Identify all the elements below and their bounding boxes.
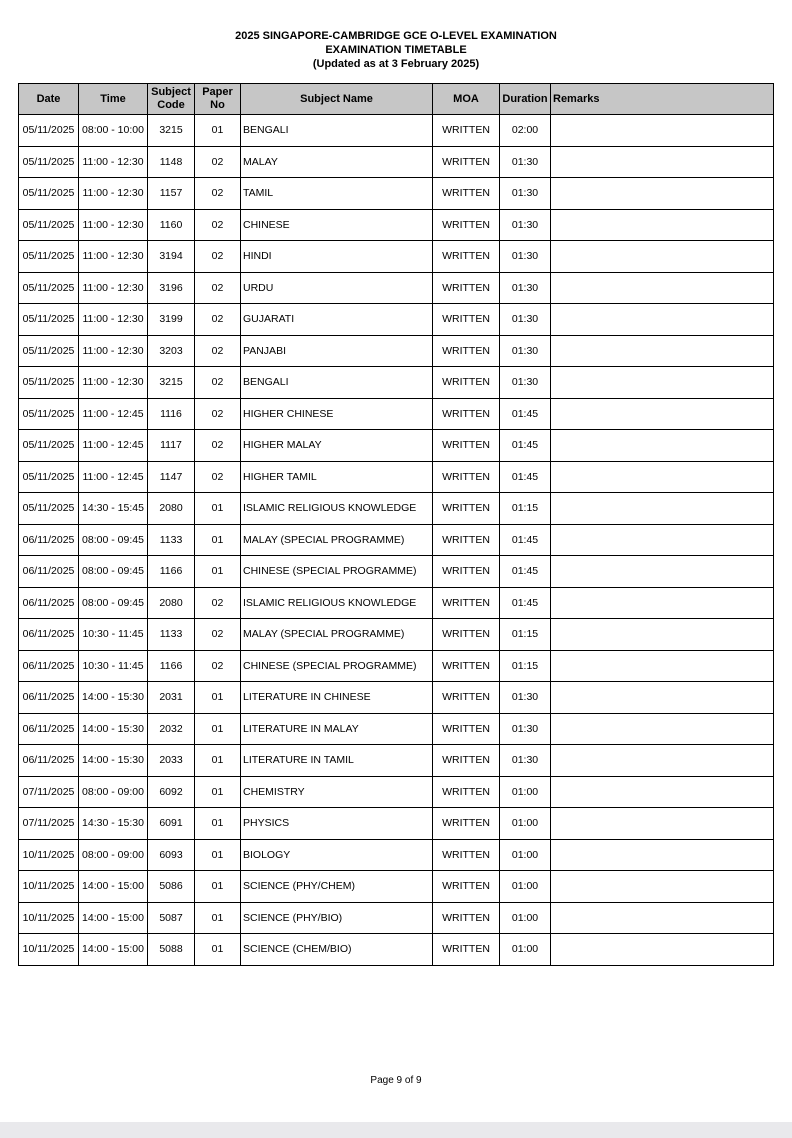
cell-subject-name: HIGHER CHINESE	[241, 398, 433, 430]
cell-time: 08:00 - 09:00	[79, 776, 148, 808]
document-header	[0, 29, 792, 71]
cell-subject-code: 1166	[148, 650, 195, 682]
cell-moa: WRITTEN	[433, 745, 500, 777]
cell-duration: 01:00	[500, 902, 551, 934]
cell-subject-code: 6093	[148, 839, 195, 871]
table-row	[19, 461, 774, 493]
table-row	[19, 367, 774, 399]
table-row	[19, 682, 774, 714]
cell-moa: WRITTEN	[433, 556, 500, 588]
cell-time: 11:00 - 12:30	[79, 241, 148, 273]
table-row	[19, 776, 774, 808]
col-header-paper-no-line1: Paper	[202, 86, 233, 98]
table-row	[19, 304, 774, 336]
cell-date: 06/11/2025	[19, 524, 79, 556]
header-row	[19, 84, 774, 115]
cell-remarks	[551, 556, 774, 588]
table-row	[19, 745, 774, 777]
cell-subject-code: 1117	[148, 430, 195, 462]
cell-duration: 01:15	[500, 650, 551, 682]
cell-paper-no: 02	[195, 146, 241, 178]
cell-duration: 01:30	[500, 682, 551, 714]
col-header-subject-code-line1: Subject	[151, 86, 191, 98]
cell-subject-name: TAMIL	[241, 178, 433, 210]
cell-subject-code: 3199	[148, 304, 195, 336]
cell-remarks	[551, 839, 774, 871]
cell-duration: 01:30	[500, 146, 551, 178]
cell-subject-name: MALAY (SPECIAL PROGRAMME)	[241, 524, 433, 556]
cell-remarks	[551, 619, 774, 651]
cell-subject-name: SCIENCE (PHY/CHEM)	[241, 871, 433, 903]
table-row	[19, 808, 774, 840]
cell-remarks	[551, 682, 774, 714]
cell-date: 07/11/2025	[19, 808, 79, 840]
cell-duration: 01:30	[500, 178, 551, 210]
cell-paper-no: 01	[195, 556, 241, 588]
cell-duration: 01:45	[500, 587, 551, 619]
cell-moa: WRITTEN	[433, 619, 500, 651]
cell-date: 10/11/2025	[19, 902, 79, 934]
cell-remarks	[551, 115, 774, 147]
update-note: (Updated as at 3 February 2025)	[312, 58, 480, 70]
cell-remarks	[551, 335, 774, 367]
cell-moa: WRITTEN	[433, 398, 500, 430]
cell-time: 14:00 - 15:30	[79, 713, 148, 745]
cell-subject-name: MALAY (SPECIAL PROGRAMME)	[241, 619, 433, 651]
cell-subject-name: LITERATURE IN CHINESE	[241, 682, 433, 714]
cell-paper-no: 02	[195, 178, 241, 210]
cell-date: 05/11/2025	[19, 209, 79, 241]
table-row	[19, 839, 774, 871]
table-row	[19, 430, 774, 462]
cell-paper-no: 02	[195, 587, 241, 619]
cell-subject-code: 2080	[148, 493, 195, 525]
cell-duration: 01:15	[500, 619, 551, 651]
cell-duration: 01:30	[500, 241, 551, 273]
cell-time: 10:30 - 11:45	[79, 650, 148, 682]
table-body	[19, 115, 774, 966]
cell-time: 11:00 - 12:30	[79, 209, 148, 241]
cell-moa: WRITTEN	[433, 493, 500, 525]
cell-remarks	[551, 776, 774, 808]
cell-subject-code: 2031	[148, 682, 195, 714]
cell-moa: WRITTEN	[433, 304, 500, 336]
cell-time: 08:00 - 09:45	[79, 524, 148, 556]
cell-date: 10/11/2025	[19, 934, 79, 966]
cell-moa: WRITTEN	[433, 934, 500, 966]
cell-duration: 01:15	[500, 493, 551, 525]
cell-time: 14:30 - 15:30	[79, 808, 148, 840]
table-row	[19, 934, 774, 966]
cell-paper-no: 02	[195, 650, 241, 682]
timetable-title: EXAMINATION TIMETABLE	[325, 44, 467, 56]
col-header-moa: MOA	[433, 84, 500, 115]
cell-paper-no: 02	[195, 241, 241, 273]
cell-subject-code: 2033	[148, 745, 195, 777]
cell-subject-code: 1157	[148, 178, 195, 210]
cell-subject-name: HINDI	[241, 241, 433, 273]
cell-moa: WRITTEN	[433, 430, 500, 462]
timetable-table	[18, 83, 774, 966]
cell-subject-name: PANJABI	[241, 335, 433, 367]
cell-subject-code: 5088	[148, 934, 195, 966]
cell-subject-name: GUJARATI	[241, 304, 433, 336]
cell-date: 05/11/2025	[19, 335, 79, 367]
table-row	[19, 398, 774, 430]
cell-subject-code: 3194	[148, 241, 195, 273]
cell-date: 05/11/2025	[19, 430, 79, 462]
cell-duration: 01:30	[500, 304, 551, 336]
cell-duration: 01:45	[500, 430, 551, 462]
cell-time: 11:00 - 12:30	[79, 146, 148, 178]
cell-time: 14:00 - 15:30	[79, 682, 148, 714]
cell-time: 11:00 - 12:45	[79, 461, 148, 493]
cell-moa: WRITTEN	[433, 209, 500, 241]
table-row	[19, 524, 774, 556]
cell-subject-name: CHEMISTRY	[241, 776, 433, 808]
cell-moa: WRITTEN	[433, 839, 500, 871]
cell-moa: WRITTEN	[433, 902, 500, 934]
cell-duration: 01:00	[500, 871, 551, 903]
cell-remarks	[551, 304, 774, 336]
table-row	[19, 335, 774, 367]
cell-paper-no: 02	[195, 272, 241, 304]
exam-title: 2025 SINGAPORE-CAMBRIDGE GCE O-LEVEL EXAMINATION	[235, 30, 557, 42]
col-header-remarks: Remarks	[551, 84, 774, 115]
cell-remarks	[551, 902, 774, 934]
cell-subject-name: BENGALI	[241, 115, 433, 147]
cell-moa: WRITTEN	[433, 115, 500, 147]
table-row	[19, 713, 774, 745]
cell-paper-no: 01	[195, 902, 241, 934]
cell-date: 05/11/2025	[19, 398, 79, 430]
cell-date: 06/11/2025	[19, 745, 79, 777]
cell-paper-no: 01	[195, 682, 241, 714]
cell-remarks	[551, 398, 774, 430]
cell-paper-no: 02	[195, 398, 241, 430]
cell-time: 14:30 - 15:45	[79, 493, 148, 525]
table-header	[19, 84, 774, 115]
cell-date: 06/11/2025	[19, 713, 79, 745]
cell-remarks	[551, 241, 774, 273]
cell-duration: 01:45	[500, 461, 551, 493]
table-row	[19, 556, 774, 588]
cell-paper-no: 01	[195, 776, 241, 808]
cell-time: 11:00 - 12:45	[79, 430, 148, 462]
cell-paper-no: 02	[195, 209, 241, 241]
cell-moa: WRITTEN	[433, 587, 500, 619]
cell-date: 06/11/2025	[19, 650, 79, 682]
cell-date: 05/11/2025	[19, 272, 79, 304]
cell-moa: WRITTEN	[433, 178, 500, 210]
cell-remarks	[551, 713, 774, 745]
col-header-subject-code	[148, 84, 195, 115]
cell-date: 06/11/2025	[19, 587, 79, 619]
cell-paper-no: 01	[195, 493, 241, 525]
cell-subject-name: LITERATURE IN MALAY	[241, 713, 433, 745]
cell-paper-no: 02	[195, 461, 241, 493]
cell-time: 11:00 - 12:45	[79, 398, 148, 430]
cell-paper-no: 01	[195, 934, 241, 966]
cell-subject-code: 2080	[148, 587, 195, 619]
cell-subject-code: 5087	[148, 902, 195, 934]
cell-date: 05/11/2025	[19, 241, 79, 273]
col-header-paper-no-line2: No	[210, 99, 225, 111]
cell-subject-code: 1148	[148, 146, 195, 178]
table-row	[19, 241, 774, 273]
cell-subject-code: 1133	[148, 524, 195, 556]
cell-duration: 01:00	[500, 839, 551, 871]
cell-moa: WRITTEN	[433, 461, 500, 493]
cell-subject-name: PHYSICS	[241, 808, 433, 840]
cell-subject-code: 6091	[148, 808, 195, 840]
cell-date: 06/11/2025	[19, 682, 79, 714]
table-row	[19, 146, 774, 178]
cell-duration: 01:45	[500, 524, 551, 556]
cell-remarks	[551, 524, 774, 556]
col-header-subject-name: Subject Name	[241, 84, 433, 115]
cell-remarks	[551, 146, 774, 178]
cell-subject-name: ISLAMIC RELIGIOUS KNOWLEDGE	[241, 493, 433, 525]
cell-remarks	[551, 493, 774, 525]
cell-subject-code: 1166	[148, 556, 195, 588]
col-header-paper-no	[195, 84, 241, 115]
cell-paper-no: 02	[195, 367, 241, 399]
cell-duration: 01:30	[500, 745, 551, 777]
cell-duration: 02:00	[500, 115, 551, 147]
cell-duration: 01:30	[500, 367, 551, 399]
cell-duration: 01:00	[500, 776, 551, 808]
cell-moa: WRITTEN	[433, 272, 500, 304]
cell-subject-code: 3215	[148, 115, 195, 147]
cell-paper-no: 01	[195, 713, 241, 745]
cell-subject-code: 1147	[148, 461, 195, 493]
cell-paper-no: 02	[195, 619, 241, 651]
cell-paper-no: 02	[195, 304, 241, 336]
table-row	[19, 619, 774, 651]
table-row	[19, 115, 774, 147]
table-row	[19, 178, 774, 210]
table-row	[19, 209, 774, 241]
cell-time: 11:00 - 12:30	[79, 335, 148, 367]
cell-moa: WRITTEN	[433, 713, 500, 745]
cell-time: 08:00 - 09:45	[79, 587, 148, 619]
cell-moa: WRITTEN	[433, 335, 500, 367]
cell-time: 14:00 - 15:00	[79, 934, 148, 966]
cell-duration: 01:45	[500, 556, 551, 588]
cell-remarks	[551, 650, 774, 682]
cell-subject-name: CHINESE (SPECIAL PROGRAMME)	[241, 556, 433, 588]
cell-time: 14:00 - 15:30	[79, 745, 148, 777]
cell-paper-no: 02	[195, 430, 241, 462]
col-header-subject-code-line2: Code	[157, 99, 185, 111]
cell-paper-no: 01	[195, 524, 241, 556]
cell-remarks	[551, 430, 774, 462]
cell-subject-name: BIOLOGY	[241, 839, 433, 871]
cell-moa: WRITTEN	[433, 682, 500, 714]
cell-subject-code: 2032	[148, 713, 195, 745]
cell-subject-name: SCIENCE (CHEM/BIO)	[241, 934, 433, 966]
cell-remarks	[551, 871, 774, 903]
cell-time: 11:00 - 12:30	[79, 272, 148, 304]
cell-duration: 01:30	[500, 713, 551, 745]
cell-date: 05/11/2025	[19, 461, 79, 493]
cell-date: 05/11/2025	[19, 493, 79, 525]
cell-moa: WRITTEN	[433, 808, 500, 840]
cell-paper-no: 01	[195, 871, 241, 903]
cell-time: 11:00 - 12:30	[79, 178, 148, 210]
cell-duration: 01:30	[500, 272, 551, 304]
table-row	[19, 871, 774, 903]
cell-duration: 01:30	[500, 209, 551, 241]
cell-duration: 01:00	[500, 934, 551, 966]
cell-date: 05/11/2025	[19, 367, 79, 399]
cell-moa: WRITTEN	[433, 146, 500, 178]
cell-duration: 01:30	[500, 335, 551, 367]
cell-time: 11:00 - 12:30	[79, 304, 148, 336]
cell-moa: WRITTEN	[433, 650, 500, 682]
cell-remarks	[551, 367, 774, 399]
cell-subject-code: 6092	[148, 776, 195, 808]
cell-date: 05/11/2025	[19, 115, 79, 147]
cell-moa: WRITTEN	[433, 367, 500, 399]
cell-time: 10:30 - 11:45	[79, 619, 148, 651]
cell-date: 06/11/2025	[19, 619, 79, 651]
cell-paper-no: 01	[195, 839, 241, 871]
cell-subject-name: BENGALI	[241, 367, 433, 399]
cell-time: 08:00 - 10:00	[79, 115, 148, 147]
cell-subject-code: 3196	[148, 272, 195, 304]
cell-duration: 01:00	[500, 808, 551, 840]
col-header-time: Time	[79, 84, 148, 115]
cell-subject-code: 3215	[148, 367, 195, 399]
cell-subject-code: 1133	[148, 619, 195, 651]
cell-date: 06/11/2025	[19, 556, 79, 588]
cell-subject-code: 1116	[148, 398, 195, 430]
cell-paper-no: 01	[195, 808, 241, 840]
cell-paper-no: 01	[195, 115, 241, 147]
cell-date: 05/11/2025	[19, 304, 79, 336]
table-row	[19, 902, 774, 934]
cell-moa: WRITTEN	[433, 871, 500, 903]
cell-remarks	[551, 272, 774, 304]
viewer-bottom-bar	[0, 1122, 792, 1138]
cell-date: 10/11/2025	[19, 839, 79, 871]
cell-moa: WRITTEN	[433, 241, 500, 273]
table-row	[19, 587, 774, 619]
col-header-duration: Duration	[500, 84, 551, 115]
cell-paper-no: 01	[195, 745, 241, 777]
cell-date: 05/11/2025	[19, 178, 79, 210]
cell-subject-name: SCIENCE (PHY/BIO)	[241, 902, 433, 934]
cell-subject-code: 3203	[148, 335, 195, 367]
cell-moa: WRITTEN	[433, 776, 500, 808]
cell-time: 11:00 - 12:30	[79, 367, 148, 399]
cell-subject-name: LITERATURE IN TAMIL	[241, 745, 433, 777]
cell-subject-code: 1160	[148, 209, 195, 241]
cell-date: 07/11/2025	[19, 776, 79, 808]
cell-subject-code: 5086	[148, 871, 195, 903]
cell-time: 14:00 - 15:00	[79, 902, 148, 934]
cell-time: 08:00 - 09:00	[79, 839, 148, 871]
cell-moa: WRITTEN	[433, 524, 500, 556]
cell-subject-name: HIGHER TAMIL	[241, 461, 433, 493]
cell-subject-name: HIGHER MALAY	[241, 430, 433, 462]
cell-date: 05/11/2025	[19, 146, 79, 178]
col-header-date: Date	[19, 84, 79, 115]
page-number: Page 9 of 9	[370, 1075, 422, 1086]
cell-subject-name: ISLAMIC RELIGIOUS KNOWLEDGE	[241, 587, 433, 619]
cell-subject-name: URDU	[241, 272, 433, 304]
cell-remarks	[551, 587, 774, 619]
cell-remarks	[551, 461, 774, 493]
cell-remarks	[551, 745, 774, 777]
cell-time: 14:00 - 15:00	[79, 871, 148, 903]
cell-duration: 01:45	[500, 398, 551, 430]
cell-subject-name: MALAY	[241, 146, 433, 178]
cell-paper-no: 02	[195, 335, 241, 367]
cell-time: 08:00 - 09:45	[79, 556, 148, 588]
cell-date: 10/11/2025	[19, 871, 79, 903]
cell-subject-name: CHINESE	[241, 209, 433, 241]
cell-remarks	[551, 209, 774, 241]
table-row	[19, 650, 774, 682]
table-row	[19, 493, 774, 525]
cell-remarks	[551, 178, 774, 210]
table-row	[19, 272, 774, 304]
cell-remarks	[551, 808, 774, 840]
cell-remarks	[551, 934, 774, 966]
cell-subject-name: CHINESE (SPECIAL PROGRAMME)	[241, 650, 433, 682]
